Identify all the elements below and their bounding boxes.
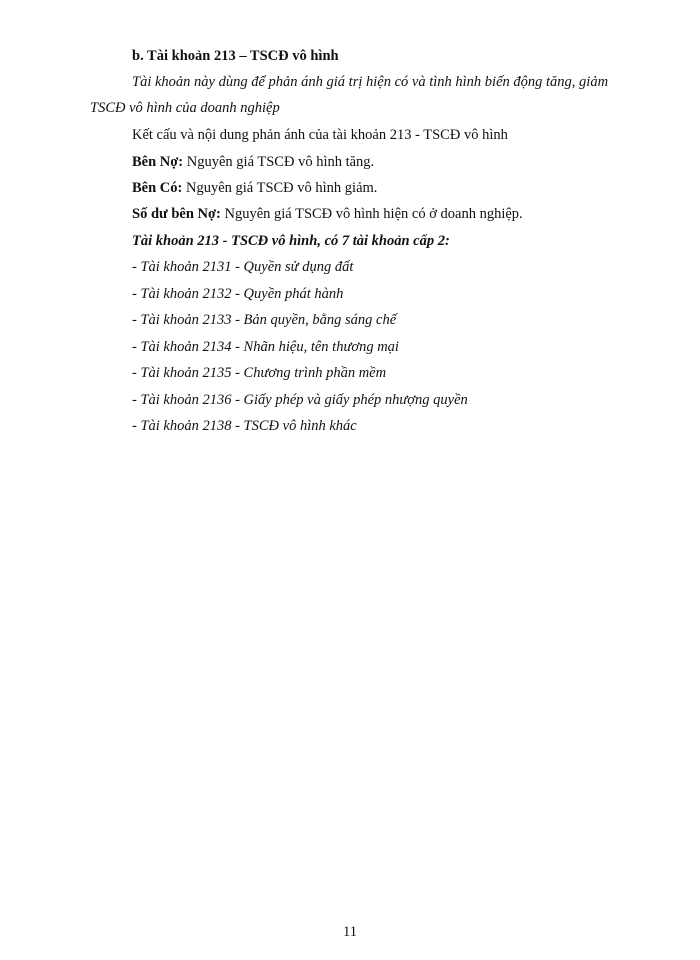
balance-line (132, 204, 523, 224)
list-item: - Tài khoản 2134 - Nhãn hiệu, tên thương mại (132, 339, 399, 355)
balance-text: Nguyên giá TSCĐ vô hình hiện có ở doanh nghiệp. (220, 206, 523, 222)
debit-line (132, 152, 374, 172)
credit-label: Bên Có: (132, 180, 183, 196)
list-item: - Tài khoản 2132 - Quyền phát hành (132, 286, 344, 302)
credit-text: Nguyên giá TSCĐ vô hình giảm. (182, 180, 378, 196)
list-item: - Tài khoản 2131 - Quyền sử dụng đất (132, 259, 354, 275)
page-number: 11 (343, 924, 357, 940)
sub-accounts-heading: Tài khoản 213 - TSCĐ vô hình, có 7 tài khoản cấp 2: (132, 233, 450, 249)
list-item: - Tài khoản 2136 - Giấy phép và giấy phép nhượng quyền (132, 392, 468, 408)
debit-text: Nguyên giá TSCĐ vô hình tăng. (183, 154, 375, 170)
balance-label: Số dư bên Nợ: (132, 206, 221, 222)
section-heading: b. Tài khoản 213 – TSCĐ vô hình (132, 48, 339, 64)
list-item: - Tài khoản 2133 - Bản quyền, bằng sáng chế (132, 312, 397, 328)
list-item: - Tài khoản 2135 - Chương trình phần mềm (132, 365, 387, 381)
debit-label: Bên Nợ: (132, 154, 184, 170)
structure-text: Kết cấu và nội dung phản ánh của tài khoản 213 - TSCĐ vô hình (132, 127, 508, 143)
list-item: - Tài khoản 2138 - TSCĐ vô hình khác (132, 418, 357, 434)
intro-line-2: TSCĐ vô hình của doanh nghiệp (90, 100, 280, 116)
intro-line-1: Tài khoản này dùng để phản ánh giá trị hiện có và tình hình biến động tăng, giảm (132, 74, 609, 90)
credit-line (132, 178, 377, 198)
